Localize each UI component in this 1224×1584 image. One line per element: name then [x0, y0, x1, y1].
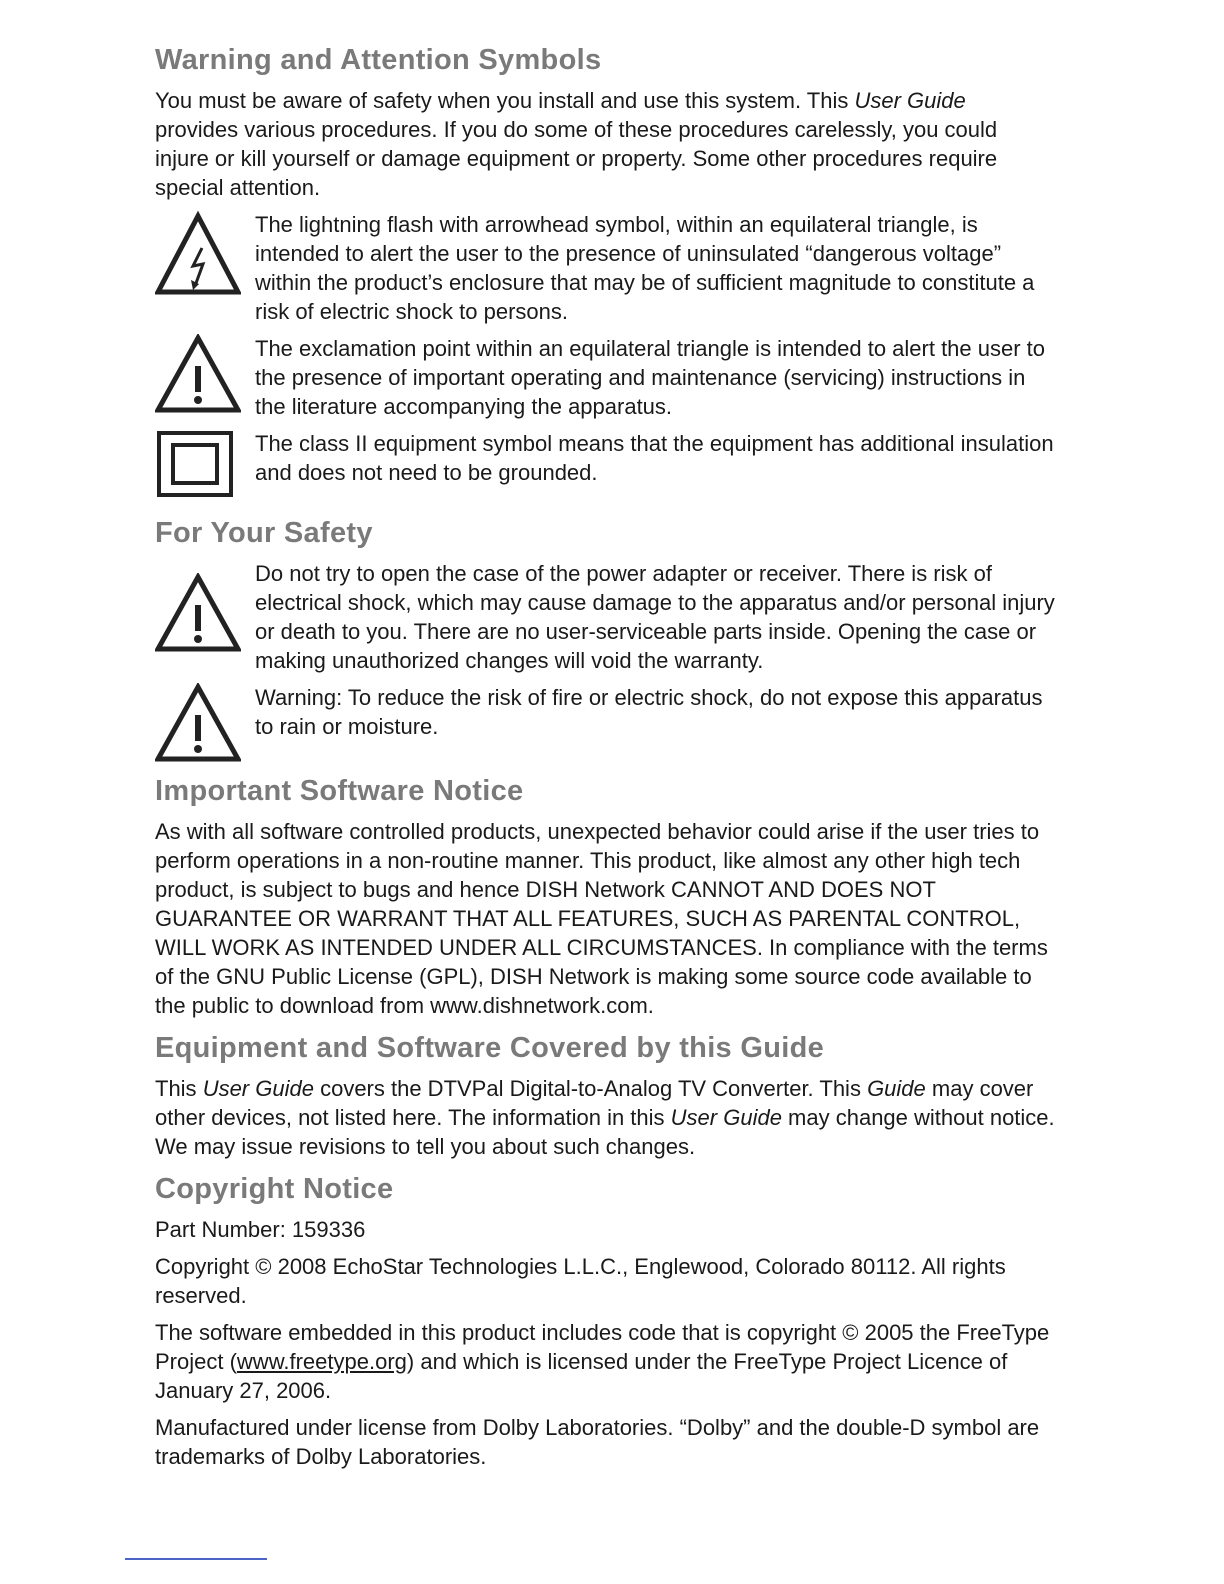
dolby-text: Manufactured under license from Dolby Laboratories. “Dolby” and the double-D symbol are trademarks of Dolby Laboratories.: [155, 1415, 1040, 1469]
symbol-text-lightning: The lightning flash with arrowhead symbol, within an equilateral triangle, is intended to alert the user to the presence of uninsulated “dangerous voltage” within the product’s enclosure that may be of sufficient magnitude to constitute a risk of electric shock to persons.: [255, 212, 1035, 324]
exclamation-triangle-icon: [155, 683, 255, 763]
software-notice-section: [155, 771, 1055, 1020]
software-notice-title: Important Software Notice: [155, 775, 524, 807]
safety-item-case: [155, 559, 1055, 675]
safety-text-case: Do not try to open the case of the power adapter or receiver. There is risk of electrical shock, which may cause damage to the apparatus and/or personal injury or death to you. There are no user-serviceable parts inside. Opening the case or making unauthorized changes will void the warranty.: [255, 561, 1055, 673]
warning-intro: You must be aware of safety when you install and use this system. This User Guide provides various procedures. If you do some of these procedures carelessly, you could injure or kill yourself or damage equipment or property. Some other procedures require special attention.: [155, 88, 998, 200]
part-number: Part Number: 159336: [155, 1217, 366, 1242]
safety-section: [155, 513, 1055, 763]
lightning-triangle-icon: [155, 210, 255, 296]
symbol-text-class-ii: The class II equipment symbol means that the equipment has additional insulation and does not need to be grounded.: [255, 431, 1054, 485]
equipment-section-title: Equipment and Software Covered by this Guide: [155, 1032, 825, 1064]
document-page: [155, 40, 1055, 1479]
equipment-section: [155, 1028, 1055, 1161]
warning-section: [155, 40, 1055, 499]
copyright-section-title: Copyright Notice: [155, 1173, 394, 1205]
safety-item-moisture: [155, 683, 1055, 763]
symbol-row-lightning: [155, 210, 1055, 326]
exclamation-triangle-icon: [155, 334, 255, 414]
footer-rule: [125, 1558, 267, 1560]
exclamation-triangle-icon: [155, 559, 255, 653]
safety-section-title: For Your Safety: [155, 517, 373, 549]
software-notice-body: As with all software controlled products, unexpected behavior could arise if the user tries to perform operations in a non-routine manner. This product, like almost any other high tech product, is subject to bugs and hence DISH Network CANNOT AND DOES NOT GUARANTEE OR WARRANT THAT ALL FEATURES, SUCH AS PARENTAL CONTROL, WILL WORK AS INTENDED UNDER ALL CIRCUMSTANCES. In compliance with the terms of the GNU Public License (GPL), DISH Network is making some source code available to the public to download from www.dishnetwork.com.: [155, 819, 1048, 1018]
equipment-body: This User Guide covers the DTVPal Digital-to-Analog TV Converter. This Guide may cover other devices, not listed here. The information in this User Guide may change without notice. We may issue revisions to tell you about such changes.: [155, 1076, 1055, 1159]
symbol-row-exclamation: [155, 334, 1055, 421]
copyright-text: Copyright © 2008 EchoStar Technologies L.L.C., Englewood, Colorado 80112. All rights reserved.: [155, 1254, 1006, 1308]
class-ii-square-icon: [155, 429, 255, 499]
copyright-section: [155, 1169, 1055, 1471]
warning-section-title: Warning and Attention Symbols: [155, 44, 602, 76]
freetype-text: The software embedded in this product includes code that is copyright © 2005 the FreeType Project (www.freetype.org) and which is licensed under the FreeType Project Licence of January 27, 2006.: [155, 1320, 1050, 1403]
freetype-link[interactable]: www.freetype.org: [236, 1349, 407, 1374]
symbol-text-exclamation: The exclamation point within an equilateral triangle is intended to alert the user to the presence of important operating and maintenance (servicing) instructions in the literature accompanying the apparatus.: [255, 336, 1046, 419]
symbol-row-class-ii: [155, 429, 1055, 499]
safety-text-moisture: Warning: To reduce the risk of fire or electric shock, do not expose this apparatus to rain or moisture.: [255, 685, 1043, 739]
